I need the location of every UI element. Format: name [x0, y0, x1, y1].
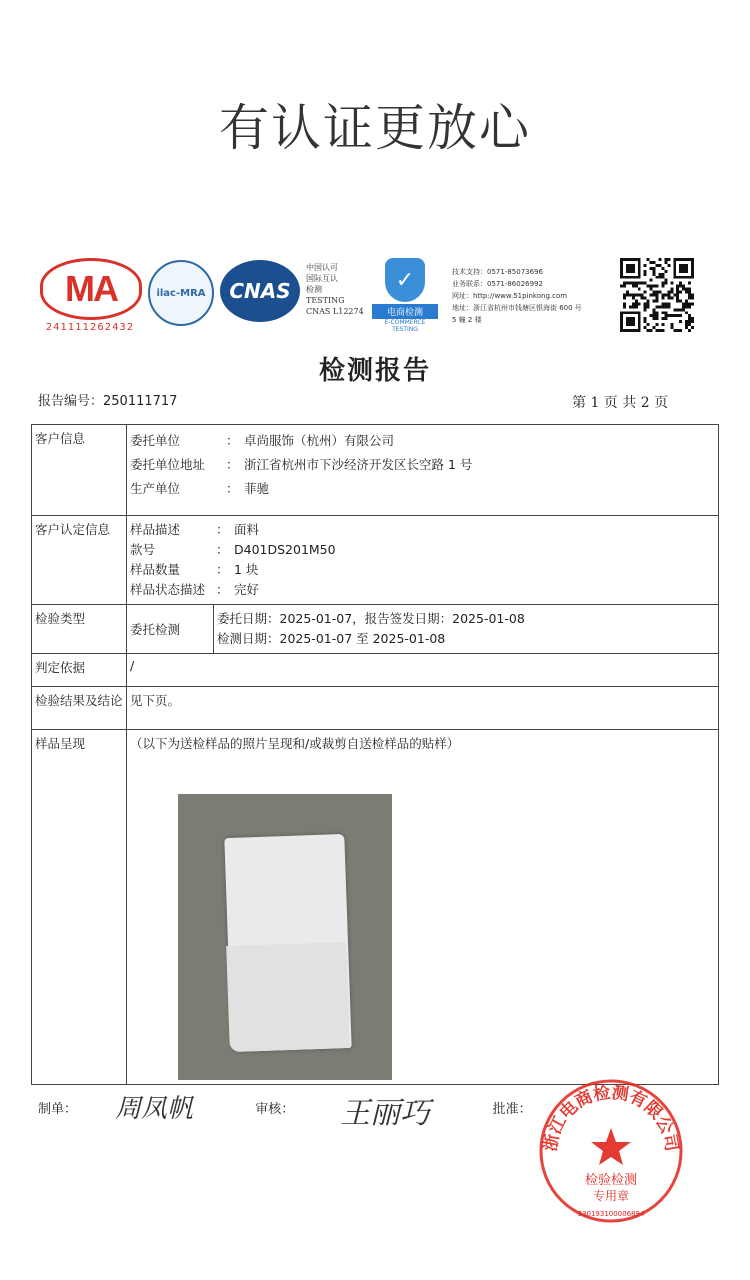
field-value: 菲驰 — [244, 481, 270, 496]
field-key: 样品状态描述 — [130, 582, 206, 597]
field-value: D401DS201M50 — [234, 542, 336, 557]
test-date: 检测日期：2025-01-07 至 2025-01-08 — [217, 631, 446, 646]
sample-line — [130, 560, 715, 580]
field-key: 款号 — [130, 542, 156, 557]
ilac-text: ilac-MRA — [156, 287, 206, 299]
sample-row — [32, 516, 719, 605]
field-colon: ： — [216, 562, 229, 577]
basis-section-label: 判定依据 — [32, 654, 127, 687]
client-line — [130, 453, 715, 477]
cnas-text: CNAS — [229, 279, 291, 303]
official-seal — [536, 1076, 686, 1226]
field-colon: ： — [216, 582, 229, 597]
maker-label: 制单： — [38, 1102, 78, 1117]
reviewer-signature: 王丽巧 — [340, 1096, 430, 1131]
sample-info — [127, 516, 719, 605]
check-shield-icon: ✓ — [385, 258, 425, 302]
sample-line — [130, 540, 715, 560]
basis-row — [32, 654, 719, 687]
commission-date: 委托日期：2025-01-07，报告签发日期：2025-01-08 — [217, 611, 525, 626]
qr-code-icon — [620, 258, 694, 332]
ecommerce-cn: 电商检测 — [372, 304, 438, 319]
inspection-row — [32, 605, 719, 654]
presentation-cell — [127, 730, 719, 1085]
cnas-logo — [220, 260, 300, 322]
report-number-value: 250111717 — [103, 394, 178, 409]
client-line — [130, 477, 715, 501]
signature-row — [38, 1098, 532, 1117]
maker-signature: 周凤帆 — [115, 1094, 194, 1124]
contact-address-2: 5 幢 2 楼 — [452, 316, 482, 324]
sample-line — [130, 520, 715, 540]
cnas-line: TESTING — [306, 296, 345, 305]
client-row — [32, 425, 719, 516]
seal-ring-text: 浙江电商检测有限公司 — [540, 1082, 682, 1153]
field-value: 浙江省杭州市下沙经济开发区长空路 1 号 — [244, 457, 473, 472]
cnas-line: 中国认可 — [306, 263, 338, 272]
seal-line-1: 检验检测 — [584, 1173, 638, 1188]
field-key: 样品数量 — [130, 562, 181, 577]
ecommerce-testing-logo — [372, 258, 438, 333]
contact-address: 地址：浙江省杭州市钱塘区银海街 600 号 — [452, 304, 582, 312]
field-value: 完好 — [234, 582, 260, 597]
field-key: 委托单位地址 — [130, 457, 206, 472]
report-title: 检测报告 — [318, 356, 431, 386]
seal-number: 330193100006894 — [577, 1210, 645, 1218]
field-colon: ： — [216, 522, 229, 537]
field-value: 1 块 — [234, 562, 259, 577]
star-icon — [591, 1128, 631, 1165]
report-number-label: 报告编号： — [38, 394, 104, 409]
cnas-info — [306, 262, 368, 317]
cma-mark: MA — [65, 268, 117, 309]
contact-business: 业务联系：0571-86026992 — [452, 280, 543, 288]
contact-tech: 技术支持：0571-85073696 — [452, 268, 543, 276]
client-section-label: 客户信息 — [32, 425, 127, 516]
result-row — [32, 687, 719, 730]
contact-info — [452, 266, 612, 326]
field-key: 生产单位 — [130, 481, 181, 496]
inspection-type: 委托检测 — [127, 605, 214, 654]
contact-website: 网址：http://www.51pinkong.com — [452, 292, 568, 300]
sample-line — [130, 580, 715, 600]
presentation-section-label: 样品呈现 — [32, 730, 127, 1085]
sample-photo — [178, 794, 392, 1080]
client-line — [130, 429, 715, 453]
field-key: 样品描述 — [130, 522, 181, 537]
cnas-line: 国际互认 — [306, 274, 338, 283]
field-key: 委托单位 — [130, 433, 181, 448]
cnas-line: 检测 — [306, 285, 322, 294]
presentation-note: （以下为送检样品的照片呈现和/或裁剪自送检样品的贴样） — [130, 736, 460, 751]
report-number — [38, 390, 177, 409]
result-value: 见下页。 — [127, 687, 719, 730]
reviewer-label: 审核： — [255, 1102, 295, 1117]
inspection-dates — [214, 605, 719, 654]
field-colon: ： — [226, 433, 239, 448]
field-value: 卓尚服饰（杭州）有限公司 — [244, 433, 395, 448]
inspection-section-label: 检验类型 — [32, 605, 127, 654]
fabric-shadow — [226, 942, 350, 1052]
field-colon: ： — [226, 481, 239, 496]
presentation-row — [32, 730, 719, 1085]
sample-section-label: 客户认定信息 — [32, 516, 127, 605]
page-info: 第 1 页 共 2 页 — [572, 395, 669, 411]
seal-line-2: 专用章 — [592, 1189, 630, 1203]
field-colon: ： — [216, 542, 229, 557]
field-value: 面料 — [234, 522, 260, 537]
banner-title: 有认证更放心 — [219, 99, 531, 157]
cnas-line: CNAS L12274 — [306, 307, 364, 316]
ilac-logo — [148, 260, 214, 326]
result-section-label: 检验结果及结论 — [32, 687, 127, 730]
basis-value: / — [127, 654, 719, 687]
field-colon: ： — [226, 457, 239, 472]
report-table — [31, 424, 719, 1085]
approver-label: 批准： — [492, 1102, 532, 1117]
ecommerce-en: E-COMMERCE TESTING — [384, 319, 426, 333]
cma-logo — [40, 258, 140, 333]
client-info — [127, 425, 719, 516]
cma-number: 241111262432 — [45, 322, 135, 333]
